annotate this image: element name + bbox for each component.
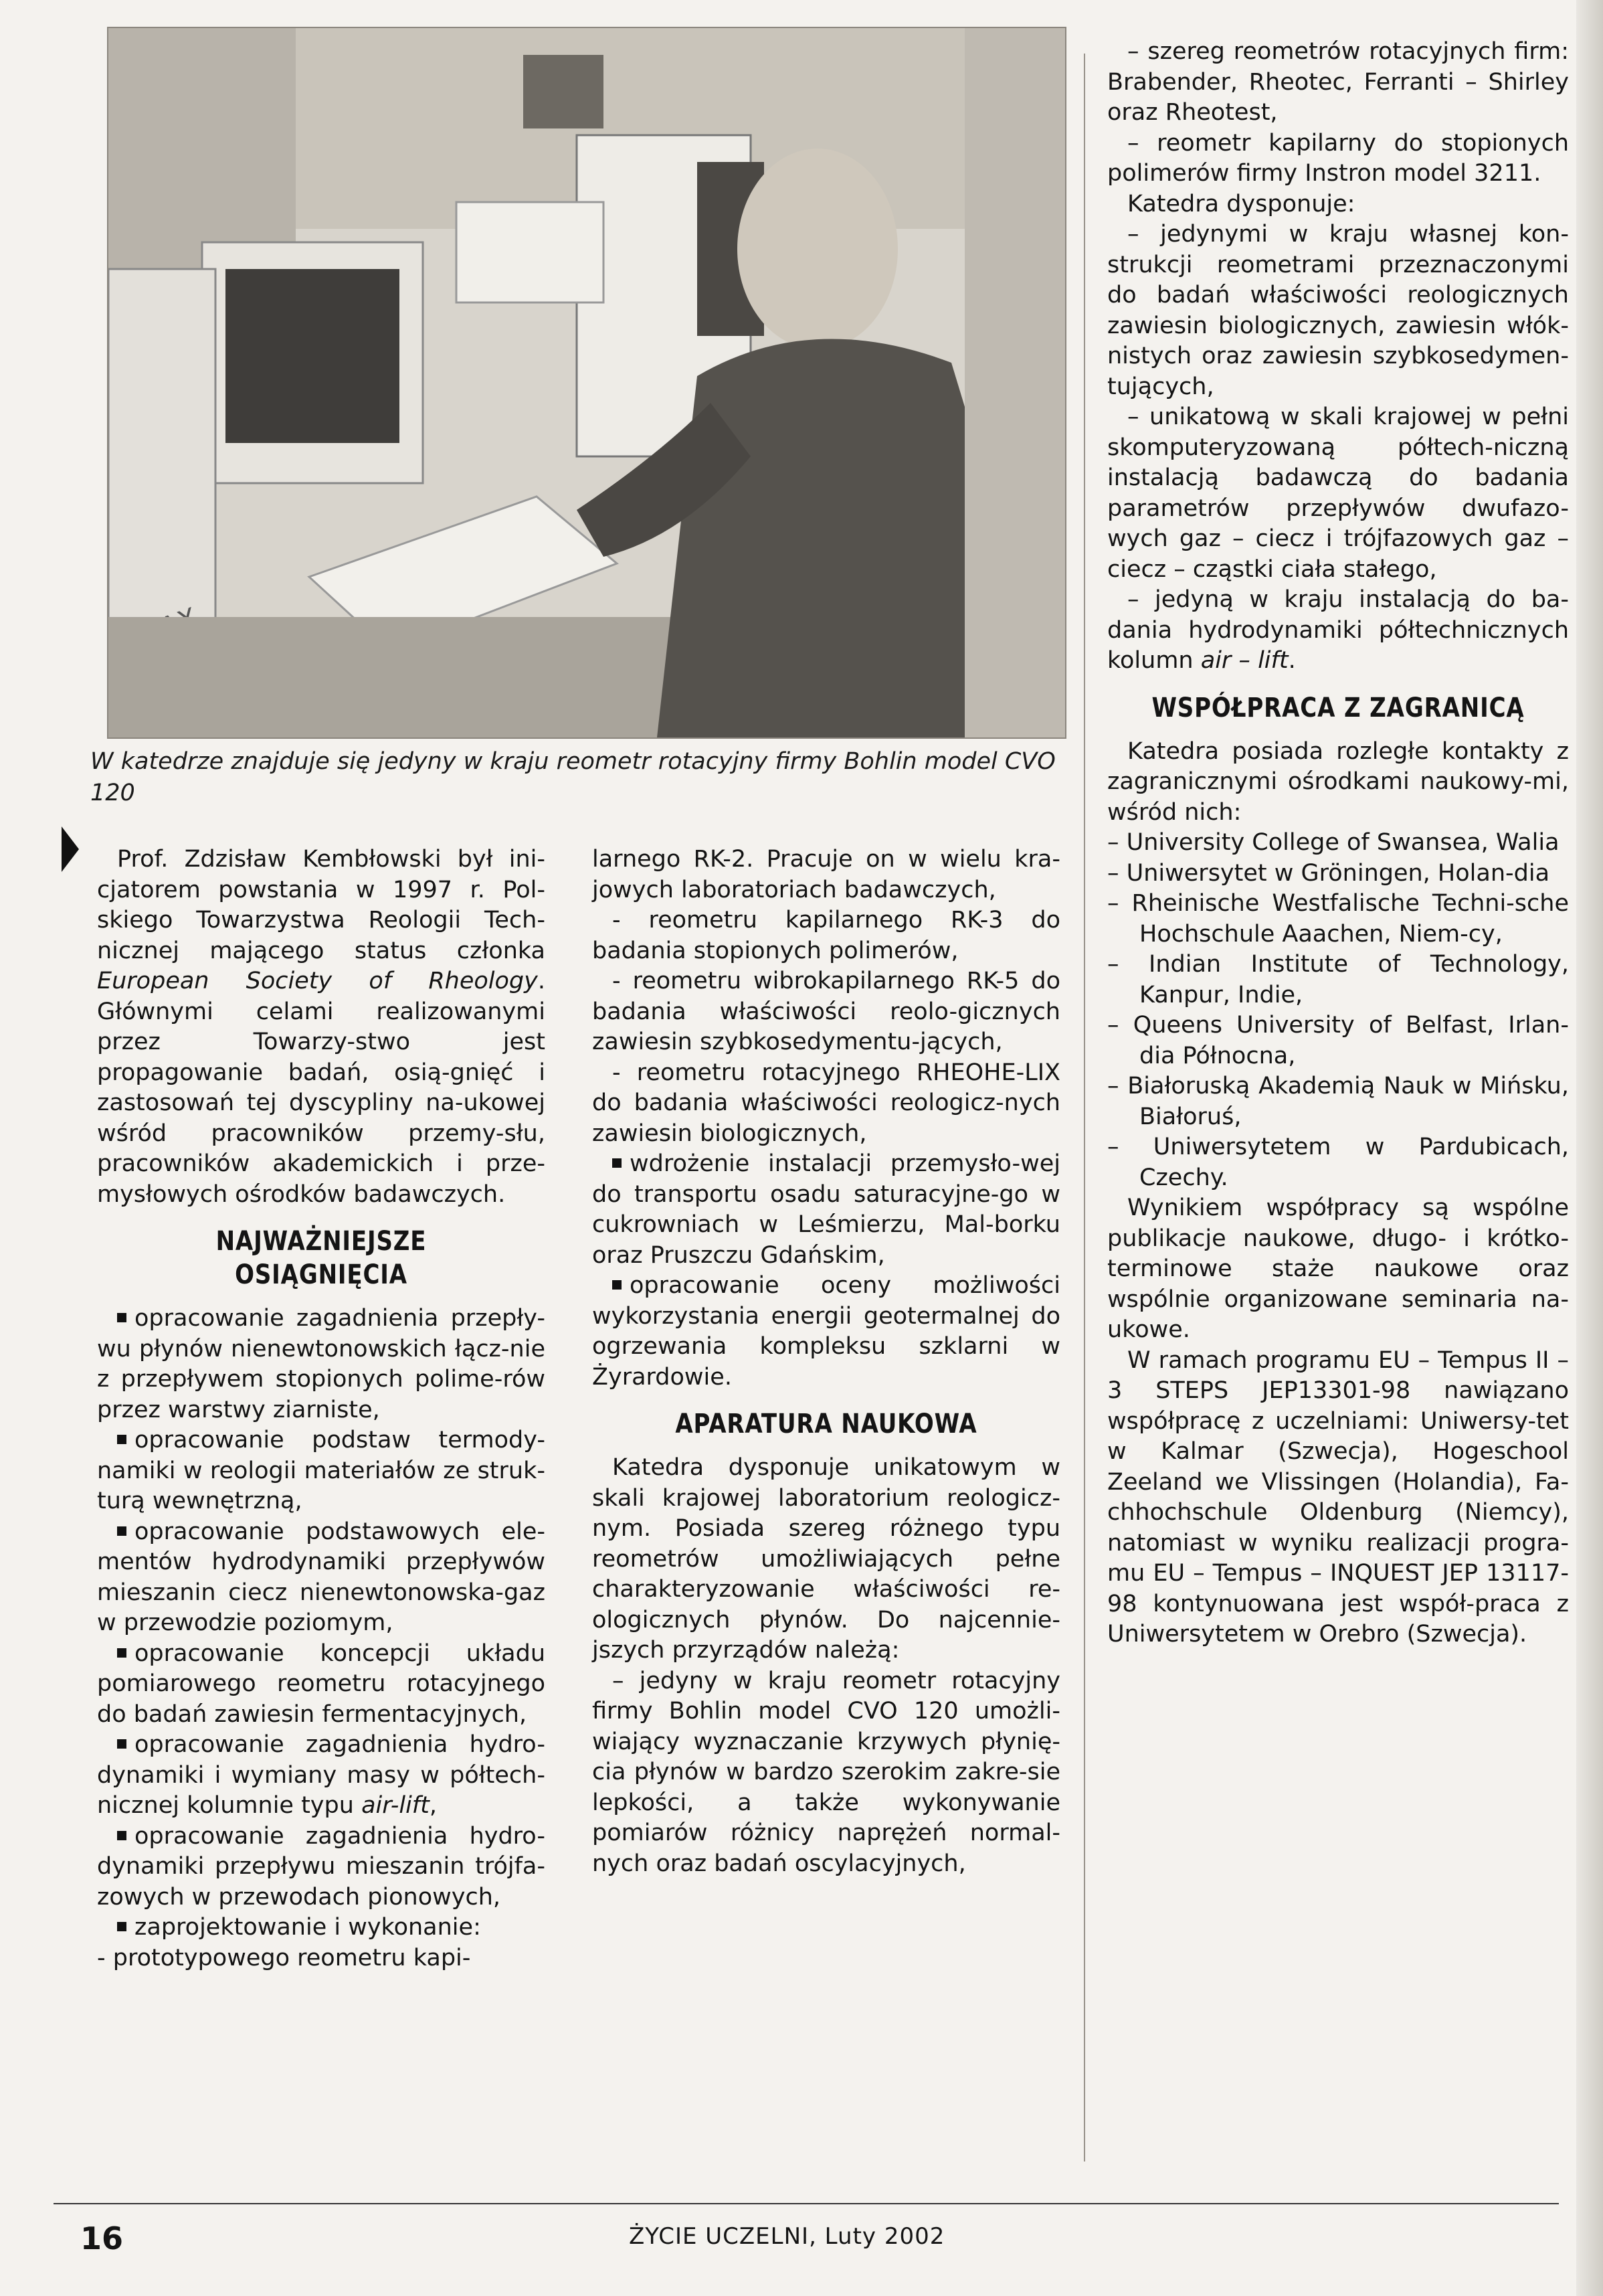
closing-paragraph: Wynikiem współpracy są wspólne publikacje naukowe, długo- i krótko-terminowe staże naukowe oraz wspólnie organizowane seminaria na-ukowe. <box>1107 1195 1569 1343</box>
text-paragraph: Katedra dysponuje: <box>1127 190 1355 217</box>
square-bullet-icon <box>117 1435 126 1444</box>
arrow-marker-icon <box>62 826 79 872</box>
text-line: - reometru wibrokapilarnego RK-5 do badania właściwości reolo-gicznych zawiesin szybkosedymentu-jących, <box>592 968 1060 1055</box>
square-bullet-icon <box>117 1526 126 1536</box>
square-bullet-icon <box>612 1158 622 1168</box>
column-2 <box>592 845 1060 1879</box>
square-bullet-icon <box>117 1922 126 1931</box>
text-line: - reometru rotacyjnego RHEOHE-LIX do badania właściwości reologicz-nych zawiesin biologicznych, <box>592 1059 1060 1147</box>
contact-item: – Rheinische Westfalische Techni-sche Hochschule Aaachen, Niem-cy, <box>1107 890 1569 948</box>
column-1 <box>97 845 545 1973</box>
text-paragraph: – unikatową w skali krajowej w pełni skomputeryzowaną półtech-niczną instalacją badawczą do badania parametrów przepływów dwufazo-wych gaz – ciecz i trójfazowych gaz – ciecz – cząstki ciała stałego, <box>1107 404 1569 583</box>
square-bullet-icon <box>612 1280 622 1290</box>
square-bullet-icon <box>117 1648 126 1658</box>
contact-item: – Queens University of Belfast, Irlan-dia Północna, <box>1107 1012 1569 1069</box>
achievement-item: opracowanie podstaw termody-namiki w reologii materiałów ze struk-turą wewnętrzną, <box>97 1427 545 1514</box>
equipment-heading: APARATURA NAUKOWA <box>675 1409 977 1439</box>
closing-paragraph: W ramach programu EU – Tempus II – 3 STEPS JEP13301-98 nawiązano współpracę z uczelniami: Uniwersy-tet w Kalmar (Szwecja), Hogeschool Zeeland we Vlissingen (Holandia), Fa-chhochschule Oldenburg (Niemcy), natomiast w wyniku realizacji progra-mu EU – Tempus – INQUEST JEP 13117-98 kontynuowana jest współ-praca z Uniwersytetem w Orebro (Szwecja). <box>1107 1346 1569 1648</box>
equipment-paragraph: – jedyny w kraju reometr rotacyjny firmy Bohlin model CVO 120 umożli-wiający wyznaczanie krzywych płynię-cia płynów w bardzo szerokim zakre-sie lepkości, a także wykonywanie pomiarów różnicy naprężeń normal-nych oraz badań oscylacyjnych, <box>592 1667 1060 1877</box>
achievement-item: zaprojektowanie i wykonanie: <box>97 1913 545 1943</box>
equipment-paragraph: Katedra dysponuje unikatowym w skali krajowej laboratorium reologicz-nym. Posiada szereg różnego typu reometrów umożliwiających pełne charakteryzowanie właściwości re-ologicznych płynów. Do najcennie-jszych przyrządów należą: <box>592 1454 1060 1664</box>
achievements-heading: NAJWAŻNIEJSZE OSIĄGNIĘCIA <box>215 1226 427 1290</box>
contacts-intro: Katedra posiada rozległe kontakty z zagranicznymi ośrodkami naukowy-mi, wśród nich: <box>1107 737 1569 826</box>
text-paragraph: – reometr kapilarny do stopionych polimerów firmy Instron model 3211. <box>1107 129 1569 187</box>
page-number: 16 <box>80 2220 124 2257</box>
page-edge <box>1576 0 1603 2296</box>
text-paragraph: – szereg reometrów rotacyjnych firm: Brabender, Rheotec, Ferranti – Shirley oraz Rheotest, <box>1107 38 1569 126</box>
square-bullet-icon <box>117 1739 126 1749</box>
continued-line: - prototypowego reometru kapi- <box>97 1944 471 1971</box>
text-line: larnego RK-2. Pracuje on w wielu kra-jowych laboratoriach badawczych, <box>592 846 1060 903</box>
contact-item: – Indian Institute of Technology, Kanpur, Indie, <box>1107 951 1569 1008</box>
photo-caption: W katedrze znajduje się jedyny w kraju reometr rotacyjny firmy Bohlin model CVO 120 <box>90 748 1056 806</box>
column-3 <box>1107 37 1569 1650</box>
contact-item: – Uniwersytet w Gröningen, Holan-dia <box>1107 859 1550 887</box>
contact-item: – Uniwersytetem w Pardubicach, Czechy. <box>1107 1134 1569 1191</box>
achievement-item: opracowanie koncepcji układu pomiarowego reometru rotacyjnego do badań zawiesin fermentacyjnych, <box>97 1640 545 1728</box>
intro-paragraph: Prof. Zdzisław Kembłowski był ini- cjatorem powstania w 1997 r. Pol- skiego Towarzystwa Reologii Tech- nicznej mającego status członka European Society of Rheology. Głównymi celami realizowanymi przez Towarzy-stwo jest propagowanie badań, osią-gnięć i zastosowań tej dyscypliny na-ukowej wśród pracowników przemy-słu, pracowników akademickich i prze-mysłowych ośrodków badawczych. <box>97 846 545 1208</box>
achievement-item: opracowanie podstawowych ele-mentów hydrodynamiki przepływów mieszanin ciecz nienewtonowska-gaz w przewodzie poziomym, <box>97 1518 545 1636</box>
achievement-item: opracowanie zagadnienia przepły-wu płynów nienewtonowskich łącz-nie z przepływem stopionych polime-rów przez warstwy ziarniste, <box>97 1305 545 1423</box>
contact-item: – Białoruską Akademią Nauk w Mińsku, Białoruś, <box>1107 1073 1569 1130</box>
cooperation-heading: WSPÓŁPRACA Z ZAGRANICĄ <box>1151 692 1525 723</box>
footer-rule <box>54 2203 1559 2204</box>
text-paragraph: – jedyną w kraju instalacją do ba-dania hydrodynamiki półtechnicznych kolumn air – lift. <box>1107 586 1569 674</box>
text-line: - reometru kapilarnego RK-3 do badania stopionych polimerów, <box>592 907 1060 964</box>
publication-footer: ŻYCIE UCZELNI, Luty 2002 <box>629 2223 945 2250</box>
lab-photo <box>107 27 1066 739</box>
square-bullet-icon <box>117 1831 126 1840</box>
achievement-item: opracowanie oceny możliwości wykorzystania energii geotermalnej do ogrzewania kompleksu szklarni w Żyrardowie. <box>592 1272 1060 1391</box>
society-name: European Society of Rheology <box>97 968 538 994</box>
achievement-item: opracowanie zagadnienia hydro-dynamiki przepływu mieszanin trójfa-zowych w przewodach pionowych, <box>97 1822 545 1911</box>
achievement-item: wdrożenie instalacji przemysło-wej do transportu osadu saturacyjne-go w cukrowniach w Leśmierzu, Mal-borku oraz Pruszczu Gdańskim, <box>592 1150 1060 1269</box>
square-bullet-icon <box>117 1313 126 1322</box>
column-divider <box>1084 54 1085 2161</box>
contact-item: – University College of Swansea, Walia <box>1107 829 1560 856</box>
text-paragraph: – jedynymi w kraju własnej kon-strukcji reometrami przeznaczonymi do badań właściwości reologicznych zawiesin biologicznych, zawiesin włók-nistych oraz zawiesin szybkosedymen-tujących, <box>1107 221 1569 400</box>
achievement-item: opracowanie zagadnienia hydro-dynamiki i wymiany masy w półtech-nicznej kolumnie typu air-lift, <box>97 1731 545 1819</box>
